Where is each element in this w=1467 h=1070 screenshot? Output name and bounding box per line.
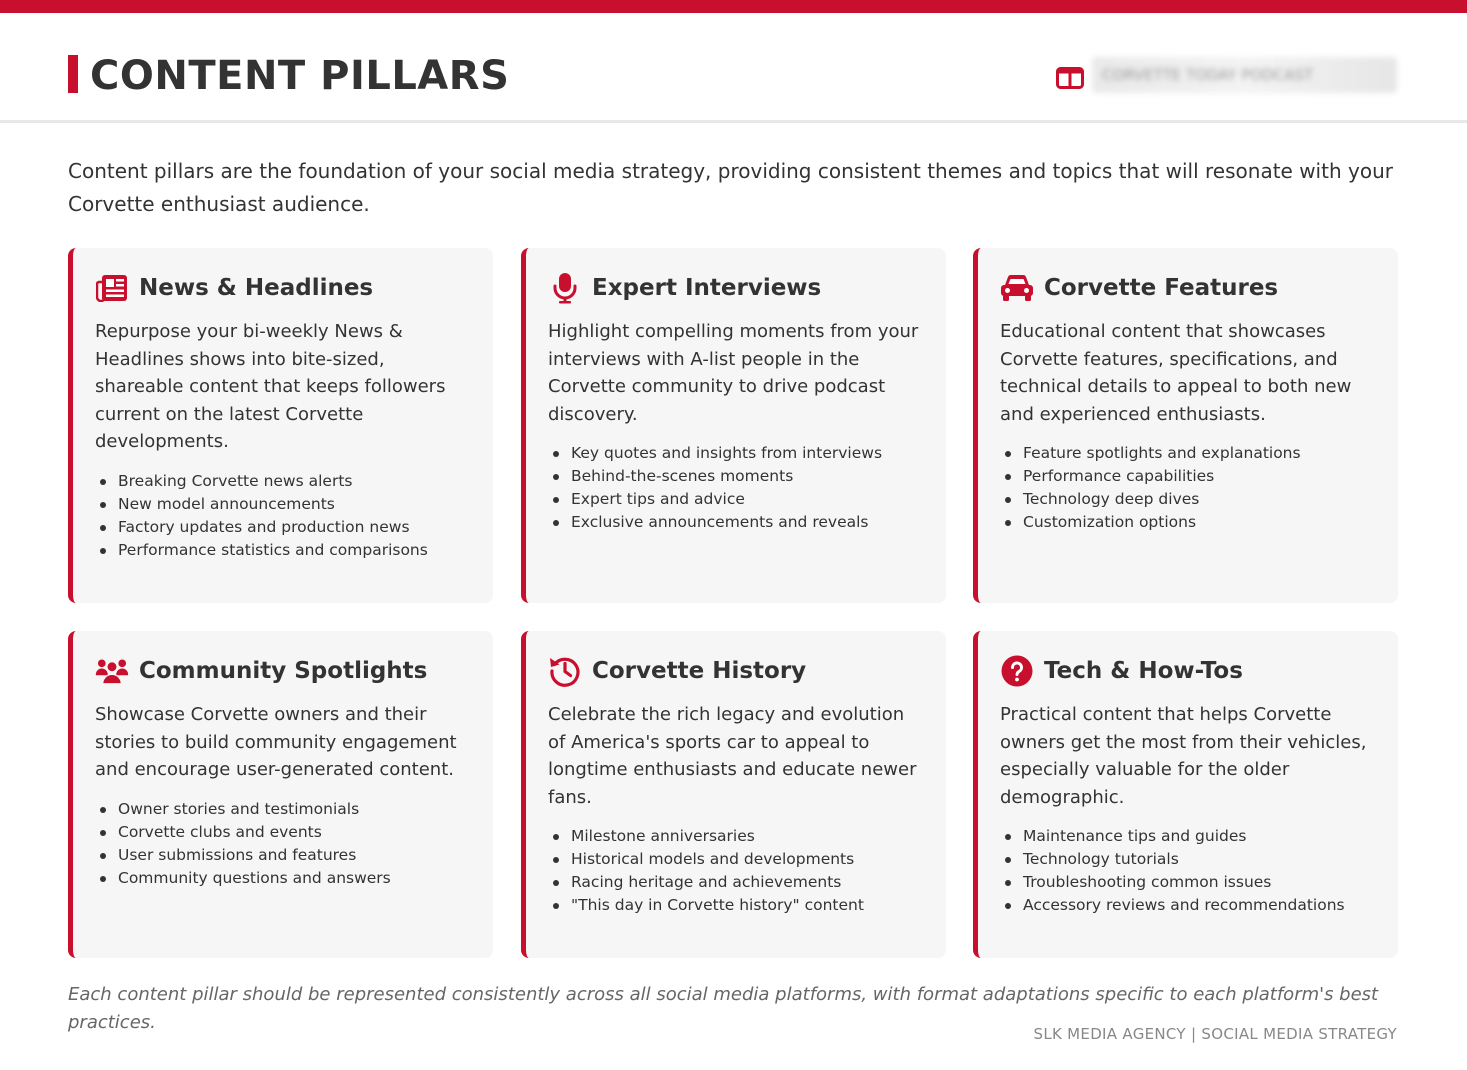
pillar-description: Showcase Corvette owners and their stories to build community engagement and encourage user-generated content. xyxy=(95,704,457,780)
pillar-title: News & Headlines xyxy=(139,275,374,301)
pillar-description: Highlight compelling moments from your interviews with A-list people in the Corvette community to drive podcast discovery. xyxy=(548,321,919,425)
list-item: User submissions and features xyxy=(95,844,471,867)
pillar-title: Community Spotlights xyxy=(139,658,428,684)
page-footer: SLK MEDIA AGENCY | SOCIAL MEDIA STRATEGY xyxy=(1033,1025,1397,1043)
pillar-title: Tech & How-Tos xyxy=(1044,658,1243,684)
title-accent-bar xyxy=(68,55,78,93)
newspaper-icon xyxy=(95,271,129,305)
pillar-description: Practical content that helps Corvette owners get the most from their vehicles, especially valuable for the older demographic. xyxy=(1000,704,1367,808)
pillar-card-tech xyxy=(973,631,1398,958)
list-item: Racing heritage and achievements xyxy=(548,871,924,894)
pillar-title: Corvette Features xyxy=(1044,275,1279,301)
top-accent-bar xyxy=(0,0,1467,13)
pillar-list xyxy=(548,442,924,534)
pillar-list xyxy=(1000,825,1376,917)
intro-paragraph: Content pillars are the foundation of your social media strategy, providing consistent themes and topics that will resonate with your Corvette enthusiast audience. xyxy=(68,159,1393,216)
list-item: Technology deep dives xyxy=(1000,488,1376,511)
pillar-list xyxy=(1000,442,1376,534)
list-item: Technology tutorials xyxy=(1000,848,1376,871)
pillar-description: Repurpose your bi-weekly News & Headlines shows into bite-sized, shareable content that keeps followers current on the latest Corvette developments. xyxy=(95,321,446,452)
list-item: New model announcements xyxy=(95,493,471,516)
list-item: Factory updates and production news xyxy=(95,516,471,539)
page-header xyxy=(0,13,1467,123)
history-icon xyxy=(548,654,582,688)
pillar-description: Educational content that showcases Corvette features, specifications, and technical details to appeal to both new and experienced enthusiasts. xyxy=(1000,321,1352,425)
list-item: Community questions and answers xyxy=(95,867,471,890)
microphone-icon xyxy=(548,271,582,305)
list-item: Customization options xyxy=(1000,511,1376,534)
list-item: Feature spotlights and explanations xyxy=(1000,442,1376,465)
list-item: Owner stories and testimonials xyxy=(95,798,471,821)
pillar-list xyxy=(548,825,924,917)
list-item: Corvette clubs and events xyxy=(95,821,471,844)
list-item: Accessory reviews and recommendations xyxy=(1000,894,1376,917)
list-item: Performance capabilities xyxy=(1000,465,1376,488)
pillar-list xyxy=(95,798,471,890)
closing-note: Each content pillar should be represented consistently across all social media platforms, with format adaptations specific to each platform's best practices. xyxy=(68,984,1379,1033)
list-item: Performance statistics and comparisons xyxy=(95,539,471,562)
pillar-card-history xyxy=(521,631,946,958)
pillar-card-interviews xyxy=(521,248,946,603)
list-item: Maintenance tips and guides xyxy=(1000,825,1376,848)
list-item: "This day in Corvette history" content xyxy=(548,894,924,917)
list-item: Expert tips and advice xyxy=(548,488,924,511)
list-item: Behind-the-scenes moments xyxy=(548,465,924,488)
pillar-description: Celebrate the rich legacy and evolution of America's sports car to appeal to longtime enthusiasts and educate newer fans. xyxy=(548,704,917,808)
page-title: CONTENT PILLARS xyxy=(90,53,510,99)
users-icon xyxy=(95,654,129,688)
pillar-title: Expert Interviews xyxy=(592,275,822,301)
brand-name: CORVETTE TODAY PODCAST xyxy=(1092,57,1397,93)
pillar-card-news xyxy=(68,248,493,603)
list-item: Troubleshooting common issues xyxy=(1000,871,1376,894)
book-icon xyxy=(1056,66,1084,90)
car-icon xyxy=(1000,271,1034,305)
pillar-card-features xyxy=(973,248,1398,603)
list-item: Milestone anniversaries xyxy=(548,825,924,848)
list-item: Exclusive announcements and reveals xyxy=(548,511,924,534)
list-item: Breaking Corvette news alerts xyxy=(95,470,471,493)
pillar-list xyxy=(95,470,471,562)
list-item: Key quotes and insights from interviews xyxy=(548,442,924,465)
list-item: Historical models and developments xyxy=(548,848,924,871)
question-circle-icon xyxy=(1000,654,1034,688)
pillar-title: Corvette History xyxy=(592,658,807,684)
pillar-card-community xyxy=(68,631,493,958)
